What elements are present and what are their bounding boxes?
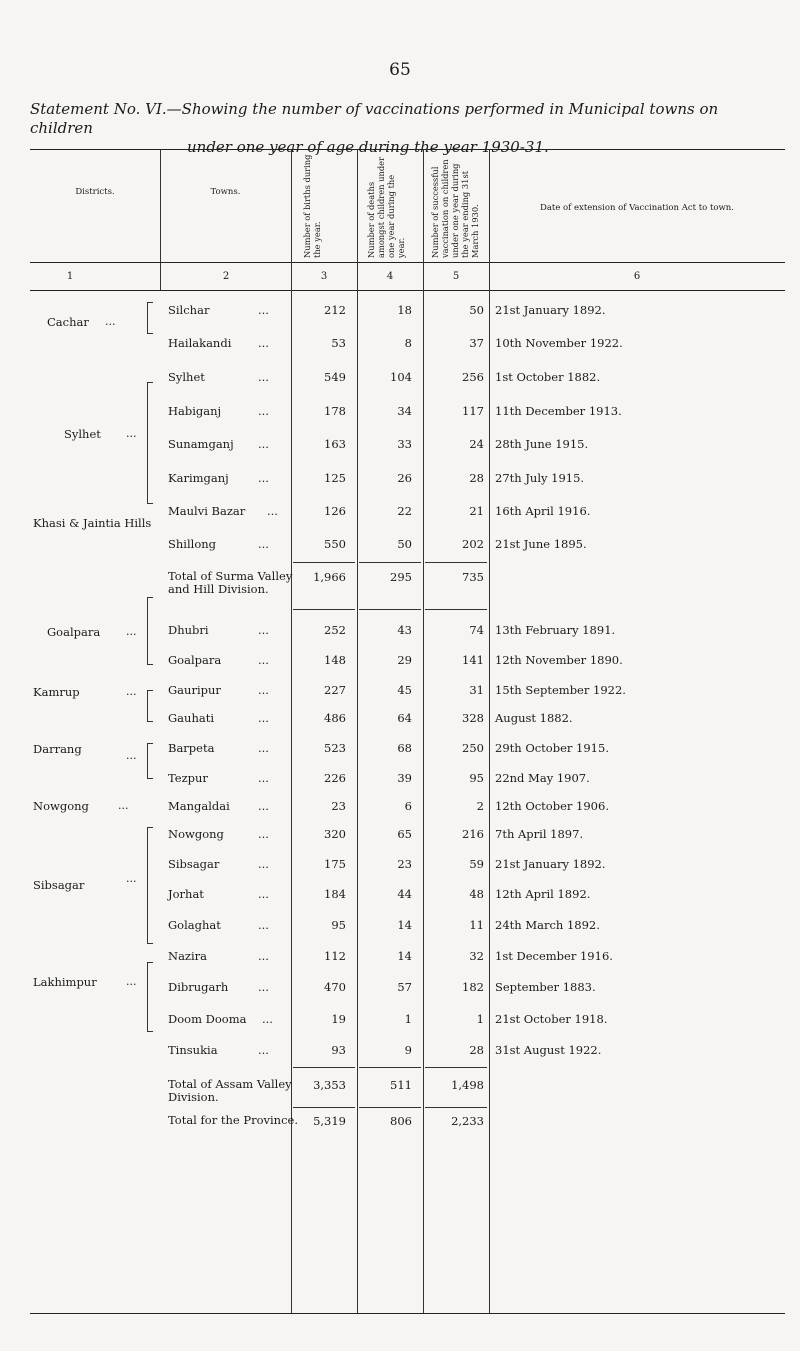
extension-date: 28th June 1915. [495,437,589,451]
deaths-value: 33 [397,437,412,451]
column-number: 2 [222,271,230,282]
leader-dots: ... [258,1043,269,1057]
leader-dots: ... [118,799,129,812]
header-births: Number of births during the year. [302,154,322,258]
births-value: 227 [324,683,346,697]
town-name: Maulvi Bazar [168,504,246,518]
district-brace [147,743,153,779]
births-value: 184 [324,887,346,901]
deaths-value: 22 [397,504,412,518]
leader-dots: ... [258,918,269,932]
deaths-value: 29 [397,653,412,667]
leader-dots: ... [126,872,137,885]
leader-dots: ... [258,537,269,551]
extension-date: 16th April 1916. [495,504,591,518]
extension-date: 27th July 1915. [495,471,585,485]
leader-dots: ... [258,949,269,963]
extension-date: 24th March 1892. [495,918,600,932]
district-label: Sibsagar [33,878,85,892]
deaths-value: 6 [404,799,412,813]
vaccinations-value: 59 [469,857,484,871]
deaths-value: 65 [397,827,412,841]
births-value: 93 [331,1043,346,1057]
deaths-value: 18 [397,303,412,317]
town-name: Karimganj [168,471,229,485]
subtotal-rule [293,1067,355,1068]
total-births: 1,966 [313,570,346,584]
subtotal-rule [425,609,487,610]
deaths-value: 9 [404,1043,412,1057]
leader-dots: ... [258,887,269,901]
leader-dots: ... [258,404,269,418]
town-name: Barpeta [168,741,215,755]
deaths-value: 39 [397,771,412,785]
extension-date: 31st August 1922. [495,1043,602,1057]
town-name: Shillong [168,537,217,551]
subtotal-rule [359,562,421,563]
total-label: Total of Surma Valley and Hill Division. [168,569,293,596]
district-brace [147,302,153,334]
births-value: 320 [324,827,346,841]
district-label: Goalpara [47,625,101,639]
town-name: Sibsagar [168,857,220,871]
town-name: Sunamganj [168,437,234,451]
total-label: Total for the Province. [168,1113,298,1127]
deaths-value: 68 [397,741,412,755]
leader-dots: ... [258,980,269,994]
column-number: 3 [320,271,328,282]
town-name: Dhubri [168,623,209,637]
deaths-value: 44 [397,887,412,901]
leader-dots: ... [126,749,137,762]
births-value: 23 [331,799,346,813]
subtotal-rule [293,1107,355,1108]
page-number: 65 [389,60,411,80]
vaccinations-value: 37 [469,336,484,350]
total-deaths: 806 [390,1114,412,1128]
vaccinations-value: 28 [469,1043,484,1057]
leader-dots: ... [262,1012,273,1026]
subtotal-rule [293,562,355,563]
table-bottom-rule [30,1313,785,1314]
births-value: 252 [324,623,346,637]
extension-date: 21st June 1895. [495,537,587,551]
leader-dots: ... [258,336,269,350]
vaccinations-value: 21 [469,504,484,518]
vaccinations-value: 48 [469,887,484,901]
header-towns: Towns. [210,187,241,197]
extension-date: 11th December 1913. [495,404,622,418]
col-divider-2 [291,150,292,1313]
vaccinations-value: 95 [469,771,484,785]
births-value: 53 [331,336,346,350]
column-number: 6 [633,271,641,282]
leader-dots: ... [267,504,278,518]
subtotal-rule [425,1067,487,1068]
extension-date: 15th September 1922. [495,683,626,697]
vaccinations-value: 250 [462,741,484,755]
leader-dots: ... [126,685,137,698]
town-name: Golaghat [168,918,221,932]
town-name: Silchar [168,303,210,317]
births-value: 486 [324,711,346,725]
col-divider-5 [489,150,490,1313]
column-number: 5 [452,271,460,282]
vaccinations-value: 141 [462,653,484,667]
births-value: 95 [331,918,346,932]
town-name: Sylhet [168,370,205,384]
leader-dots: ... [258,711,269,725]
column-number: 4 [386,271,394,282]
subtotal-rule [359,1067,421,1068]
births-value: 148 [324,653,346,667]
extension-date: 21st January 1892. [495,857,606,871]
vaccinations-value: 32 [469,949,484,963]
vaccinations-value: 1 [476,1012,484,1026]
deaths-value: 43 [397,623,412,637]
extension-date: 1st December 1916. [495,949,613,963]
births-value: 19 [331,1012,346,1026]
deaths-value: 14 [397,949,412,963]
district-brace [147,962,153,1032]
subtotal-rule [293,609,355,610]
district-label: Kamrup [33,685,80,699]
leader-dots: ... [258,741,269,755]
town-name: Habiganj [168,404,222,418]
extension-date: 10th November 1922. [495,336,623,350]
deaths-value: 50 [397,537,412,551]
district-label: Lakhimpur [33,975,97,989]
leader-dots: ... [126,427,137,440]
vaccinations-value: 11 [469,918,484,932]
vaccinations-value: 256 [462,370,484,384]
subtotal-rule [359,1107,421,1108]
leader-dots: ... [126,975,137,988]
vaccinations-value: 28 [469,471,484,485]
district-label: Nowgong [33,799,89,813]
vaccinations-value: 117 [462,404,484,418]
col-divider-1 [160,150,161,262]
title-line-2: under one year of age during the year 1930-31. [187,138,549,156]
births-value: 178 [324,404,346,418]
extension-date: 21st October 1918. [495,1012,608,1026]
vaccinations-value: 50 [469,303,484,317]
deaths-value: 45 [397,683,412,697]
births-value: 549 [324,370,346,384]
deaths-value: 64 [397,711,412,725]
vaccinations-value: 328 [462,711,484,725]
total-vaccinations: 1,498 [451,1078,484,1092]
leader-dots: ... [105,315,116,328]
leader-dots: ... [258,437,269,451]
leader-dots: ... [258,857,269,871]
extension-date: 12th November 1890. [495,653,623,667]
births-value: 125 [324,471,346,485]
deaths-value: 104 [390,370,412,384]
extension-date: August 1882. [495,711,573,725]
subtotal-rule [425,1107,487,1108]
extension-date: 1st October 1882. [495,370,601,384]
births-value: 126 [324,504,346,518]
town-name: Dibrugarh [168,980,229,994]
town-name: Mangaldai [168,799,230,813]
district-label: Darrang [33,742,82,756]
town-name: Hailakandi [168,336,232,350]
total-deaths: 511 [390,1078,412,1092]
town-name: Gauripur [168,683,221,697]
total-vaccinations: 735 [462,570,484,584]
town-name: Nowgong [168,827,224,841]
town-name: Tinsukia [168,1043,218,1057]
births-value: 470 [324,980,346,994]
extension-date: 12th April 1892. [495,887,591,901]
town-name: Nazira [168,949,208,963]
vaccinations-value: 31 [469,683,484,697]
header-districts: Districts. [75,187,115,197]
column-number: 1 [66,271,74,282]
extension-date: September 1883. [495,980,596,994]
deaths-value: 1 [404,1012,412,1026]
header-rule [30,262,785,263]
extension-date: 21st January 1892. [495,303,606,317]
vaccinations-value: 74 [469,623,484,637]
district-brace [147,382,153,504]
town-name: Jorhat [168,887,204,901]
subtotal-rule [359,609,421,610]
title-line-1: Statement No. VI.—Showing the number of vaccinations performed in Municipal towns on children [30,100,719,137]
births-value: 112 [324,949,346,963]
district-label: Sylhet [64,427,101,441]
deaths-value: 57 [397,980,412,994]
col-divider-3 [357,150,358,1313]
town-name: Goalpara [168,653,222,667]
leader-dots: ... [258,799,269,813]
leader-dots: ... [258,653,269,667]
births-value: 523 [324,741,346,755]
total-vaccinations: 2,233 [451,1114,484,1128]
births-value: 550 [324,537,346,551]
col-divider-1b [160,263,161,290]
total-births: 5,319 [313,1114,346,1128]
town-name: Tezpur [168,771,208,785]
total-births: 3,353 [313,1078,346,1092]
district-brace [147,597,153,665]
leader-dots: ... [258,303,269,317]
leader-dots: ... [126,625,137,638]
deaths-value: 34 [397,404,412,418]
deaths-value: 8 [404,336,412,350]
leader-dots: ... [258,370,269,384]
births-value: 175 [324,857,346,871]
leader-dots: ... [258,683,269,697]
header-vaccinations: Number of successful vaccination on children under one year during the year ending 31st March 1930. [430,159,480,258]
births-value: 226 [324,771,346,785]
extension-date: 29th October 1915. [495,741,609,755]
deaths-value: 26 [397,471,412,485]
total-deaths: 295 [390,570,412,584]
births-value: 212 [324,303,346,317]
vaccinations-value: 202 [462,537,484,551]
vaccinations-value: 182 [462,980,484,994]
leader-dots: ... [258,471,269,485]
town-name: Doom Dooma [168,1012,247,1026]
column-number-rule [30,290,785,291]
header-date: Date of extension of Vaccination Act to town. [540,203,734,213]
vaccinations-value: 216 [462,827,484,841]
deaths-value: 23 [397,857,412,871]
leader-dots: ... [258,827,269,841]
town-name: Gauhati [168,711,215,725]
extension-date: 7th April 1897. [495,827,584,841]
vaccinations-value: 2 [476,799,484,813]
col-divider-4 [423,150,424,1313]
extension-date: 22nd May 1907. [495,771,590,785]
table-top-rule [30,149,785,150]
leader-dots: ... [258,623,269,637]
subtotal-rule [425,562,487,563]
vaccinations-value: 24 [469,437,484,451]
header-deaths: Number of deaths amongst children under one year during the year. [366,156,406,258]
births-value: 163 [324,437,346,451]
extension-date: 13th February 1891. [495,623,616,637]
district-label: Cachar [47,315,89,329]
district-brace [147,690,153,722]
district-brace [147,827,153,944]
total-label: Total of Assam Valley Division. [168,1077,292,1104]
leader-dots: ... [258,771,269,785]
district-label: Khasi & Jaintia Hills [33,516,152,530]
extension-date: 12th October 1906. [495,799,609,813]
deaths-value: 14 [397,918,412,932]
